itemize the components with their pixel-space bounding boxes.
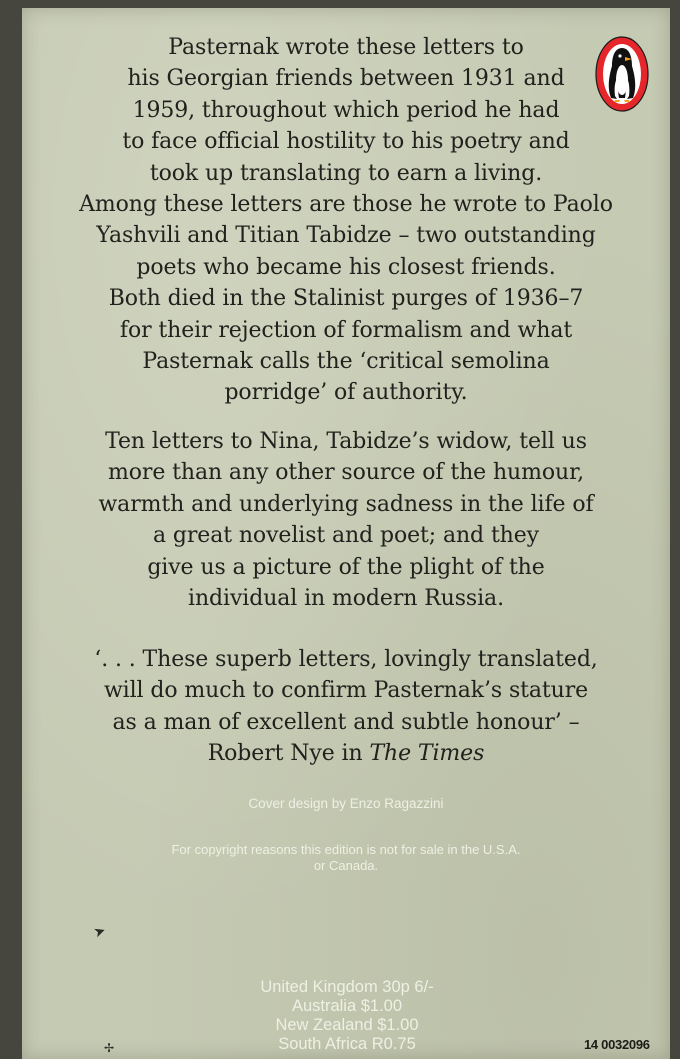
blurb-line: Both died in the Stalinist purges of 1936–7 — [108, 286, 584, 312]
price-uk: United Kingdom 30p 6/- — [260, 978, 434, 996]
price-australia: Australia $1.00 — [291, 997, 403, 1015]
blurb-paragraph-1 — [62, 32, 630, 409]
blurb-line: Yashvili and Titian Tabidze – two outstanding — [96, 223, 596, 249]
blurb-line: poets who became his closest friends. — [136, 254, 556, 280]
blurb-line: Ten letters to Nina, Tabidze’s widow, tell us — [105, 429, 587, 454]
quote-line: will do much to confirm Pasternak’s stature — [103, 678, 589, 704]
quote-attribution — [62, 738, 630, 769]
blurb-line: Pasternak calls the ‘critical semolina — [142, 349, 550, 375]
quote-line: as a man of excellent and subtle honour’ – — [112, 709, 580, 735]
attribution-reviewer: Robert Nye in — [207, 741, 370, 767]
blurb-paragraph-2 — [62, 426, 630, 614]
penguin-logo — [595, 36, 649, 112]
print-speck: ✢ — [104, 1041, 115, 1055]
blurb-line: individual in modern Russia. — [188, 586, 504, 612]
blurb-line: Pasternak wrote these letters to — [168, 35, 524, 60]
blurb-line: more than any other source of the humour, — [108, 460, 584, 486]
blurb-line: porridge’ of authority. — [224, 380, 468, 406]
blurb-line: for their rejection of formalism and what — [119, 317, 573, 343]
copyright-note — [102, 842, 590, 874]
blurb-line: to face official hostility to his poetry and — [122, 129, 570, 155]
blurb-line: took up translating to earn a living. — [149, 160, 543, 186]
blurb-line: his Georgian friends between 1931 and — [127, 66, 565, 92]
isbn-number: 14 0032096 — [584, 1037, 650, 1052]
attribution-source: The Times — [369, 741, 485, 767]
copyright-line: For copyright reasons this edition is not for sale in the U.S.A. — [171, 842, 521, 857]
blurb-line: warmth and underlying sadness in the life of — [98, 491, 594, 517]
cover-design-credit: Cover design by Enzo Ragazzini — [248, 796, 444, 811]
quote-line: ‘. . . These superb letters, lovingly translated, — [94, 647, 598, 672]
copyright-line: or Canada. — [313, 858, 379, 873]
review-quote — [62, 644, 630, 770]
blurb-line: 1959, throughout which period he had — [132, 97, 560, 123]
price-south-africa: South Africa R0.75 — [278, 1035, 416, 1053]
penguin-icon — [595, 36, 649, 112]
price-new-zealand: New Zealand $1.00 — [275, 1016, 419, 1034]
price-list — [202, 978, 492, 1054]
blurb-line: give us a picture of the plight of the — [147, 554, 545, 580]
print-speck: ➤ — [91, 922, 109, 942]
back-cover — [22, 8, 670, 1059]
blurb-line: Among these letters are those he wrote to Paolo — [79, 192, 613, 218]
blurb-line: a great novelist and poet; and they — [152, 523, 539, 549]
